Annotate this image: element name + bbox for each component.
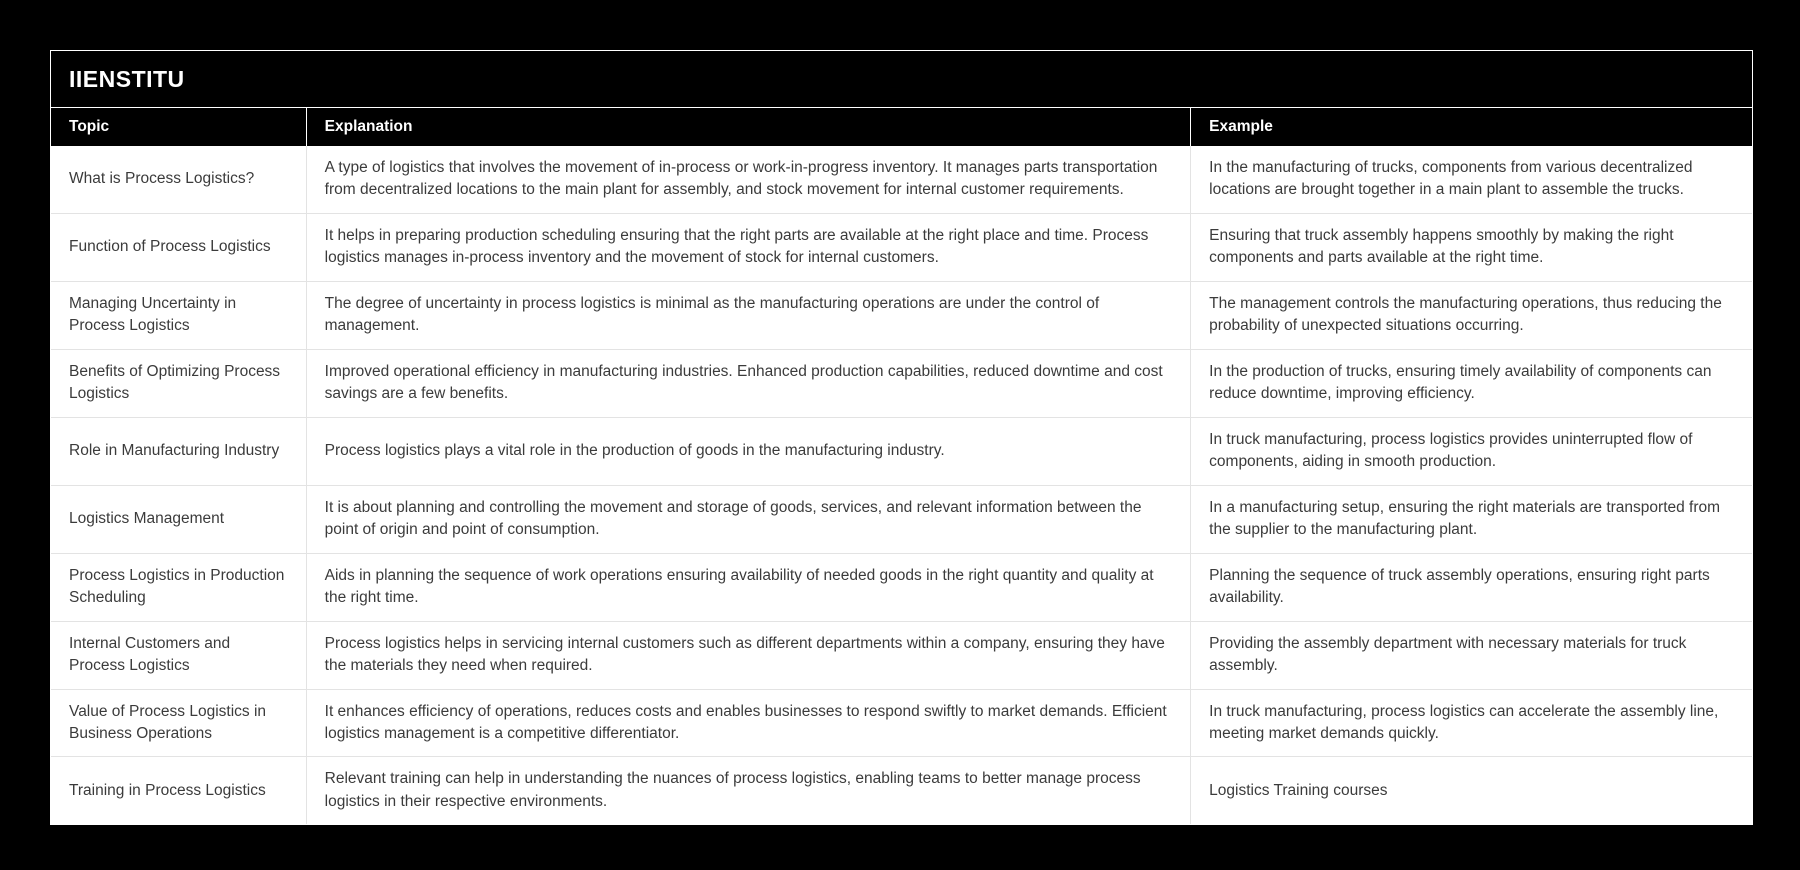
column-header-example: Example xyxy=(1191,108,1752,146)
explanation-cell: It is about planning and controlling the movement and storage of goods, services, and relevant information between the point of origin and point of consumption. xyxy=(306,485,1191,553)
example-cell: Providing the assembly department with necessary materials for truck assembly. xyxy=(1191,621,1752,689)
topic-cell: Managing Uncertainty in Process Logistics xyxy=(51,281,306,349)
example-cell: In the manufacturing of trucks, components from various decentralized locations are brought together in a main plant to assemble the trucks. xyxy=(1191,146,1752,213)
example-cell: In truck manufacturing, process logistics can accelerate the assembly line, meeting market demands quickly. xyxy=(1191,689,1752,757)
column-header-topic: Topic xyxy=(51,108,306,146)
example-cell: In truck manufacturing, process logistics provides uninterrupted flow of components, aiding in smooth production. xyxy=(1191,417,1752,485)
example-cell: In the production of trucks, ensuring timely availability of components can reduce downtime, improving efficiency. xyxy=(1191,349,1752,417)
example-cell: The management controls the manufacturing operations, thus reducing the probability of unexpected situations occurring. xyxy=(1191,281,1752,349)
example-cell: Planning the sequence of truck assembly operations, ensuring right parts availability. xyxy=(1191,553,1752,621)
page-title: IIENSTITU xyxy=(51,51,1752,108)
topic-cell: Role in Manufacturing Industry xyxy=(51,417,306,485)
table-row xyxy=(51,417,1752,485)
process-logistics-table xyxy=(51,108,1752,824)
explanation-cell: The degree of uncertainty in process logistics is minimal as the manufacturing operations are under the control of management. xyxy=(306,281,1191,349)
example-cell: Ensuring that truck assembly happens smoothly by making the right components and parts available at the right time. xyxy=(1191,213,1752,281)
topic-cell: Benefits of Optimizing Process Logistics xyxy=(51,349,306,417)
topic-cell: Process Logistics in Production Scheduling xyxy=(51,553,306,621)
table-row xyxy=(51,213,1752,281)
explanation-cell: Process logistics plays a vital role in the production of goods in the manufacturing industry. xyxy=(306,417,1191,485)
example-cell: Logistics Training courses xyxy=(1191,757,1752,824)
table-row xyxy=(51,689,1752,757)
table-row xyxy=(51,553,1752,621)
table-row xyxy=(51,621,1752,689)
topic-cell: Function of Process Logistics xyxy=(51,213,306,281)
table-row xyxy=(51,757,1752,824)
example-cell: In a manufacturing setup, ensuring the right materials are transported from the supplier to the manufacturing plant. xyxy=(1191,485,1752,553)
explanation-cell: A type of logistics that involves the movement of in-process or work-in-progress inventory. It manages parts transportation from decentralized locations to the main plant for assembly, and stock movement for internal customer requirements. xyxy=(306,146,1191,213)
table-row xyxy=(51,146,1752,213)
topic-cell: Training in Process Logistics xyxy=(51,757,306,824)
topic-cell: Logistics Management xyxy=(51,485,306,553)
table-row xyxy=(51,485,1752,553)
topic-cell: Value of Process Logistics in Business Operations xyxy=(51,689,306,757)
explanation-cell: It enhances efficiency of operations, reduces costs and enables businesses to respond swiftly to market demands. Efficient logistics management is a competitive differentiator. xyxy=(306,689,1191,757)
explanation-cell: Improved operational efficiency in manufacturing industries. Enhanced production capabilities, reduced downtime and cost savings are a few benefits. xyxy=(306,349,1191,417)
explanation-cell: Process logistics helps in servicing internal customers such as different departments within a company, ensuring they have the materials they need when required. xyxy=(306,621,1191,689)
explanation-cell: Relevant training can help in understanding the nuances of process logistics, enabling teams to better manage process logistics in their respective environments. xyxy=(306,757,1191,824)
logistics-table-card xyxy=(50,50,1753,825)
explanation-cell: It helps in preparing production scheduling ensuring that the right parts are available at the right place and time. Process logistics manages in-process inventory and the movement of stock for internal customers. xyxy=(306,213,1191,281)
topic-cell: What is Process Logistics? xyxy=(51,146,306,213)
column-header-explanation: Explanation xyxy=(306,108,1191,146)
explanation-cell: Aids in planning the sequence of work operations ensuring availability of needed goods in the right quantity and quality at the right time. xyxy=(306,553,1191,621)
table-row xyxy=(51,349,1752,417)
topic-cell: Internal Customers and Process Logistics xyxy=(51,621,306,689)
table-row xyxy=(51,281,1752,349)
table-header-row xyxy=(51,108,1752,146)
